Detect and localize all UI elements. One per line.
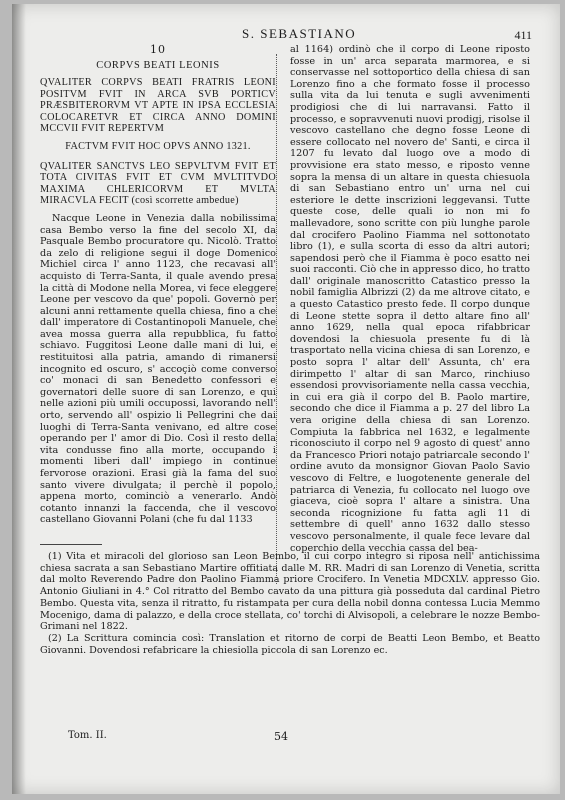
left-body-text: Nacque Leone in Venezia dalla nobilissima casa Bembo verso la fine del secolo XI, da Pasquale Bembo procuratore qu. Nicolò. Tratto da zelo di religione segui il doge Domenico Michiel circa l' anno 1123, che recavasi all' acquisto di Terra-Santa, il quale avendo presa la città di Modone nella Morea, vi fece eleggere Leone per vescovo da que' popoli. Governò per alcuni anni rettamente quella chiesa, fino a che dall' imperatore di Costantinopoli Manuele, che avea mossa guerra alla repubblica, fu fatto schiavo. Fuggitosi Leone dalle mani di lui, e restituitosi alla patria, amando di rimanersi incognito ed oscuro, s' accoçiò come converso co' monaci di san Benedetto confessori e governatori delle suore di san Lorenzo, e qui nelle azioni più umili occupossi, lavorando nell' orto, servendo all' ospizio li Pellegrini che dai luoghi di Terra-Santa venivano, ed altre cose operando per l' amor di Dio. Così il resto della vita condusse fino alla morte, occupando i momenti liberi dall' impiego in continue fervorose orazioni. Erasi già la fama del suo santo vivere divulgata; il perchè il popolo, appena morto, cominciò a venerarlo. Andò cotanto innanzi la faccenda, che il vescovo castellano Giovanni Polani (che fu dal 1133 — [40, 212, 276, 526]
inscription-block-2: QVALITER SANCTVS LEO SEPVLTVM FVIT ET TOTA CIVITAS FVIT ET CVM MVLTITVDO MAXIMA CHLERICORVM ET MVLTA MIRACVLA FECIT (così scorrette ambedue) — [40, 160, 276, 207]
inscription-number: 10 — [150, 43, 166, 56]
binding-shadow — [12, 4, 26, 794]
running-title: S. SEBASTIANO — [242, 26, 357, 41]
footnote-rule — [40, 544, 102, 545]
footnote-1: (1) Vita et miracoli del glorioso san Leon Bembo, il cui corpo integro si riposa nell' antichissima chiesa sacrata a san Sebastiano Martire offitiata dalle M. RR. Madri di san Lorenzo di Venetia, scritta dal molto Reverendo Padre don Paolino Fiamma priore Crocifero. In Venetia MDCXLV. appresso Gio. Antonio Giuliani in 4.° Col ritratto del Bembo cavato da una pittura già posseduta dal cardinal Pietro Bembo. Questa vita, senza il ritratto, fu ristampata per cura della nobil donna contessa Lucia Memmo Mocenigo, dama di palazzo, e della croce stellata, co' torchi di Alvisopoli, a celebrare le nozze Bembo-Grimani nel 1822. — [40, 551, 540, 633]
volume-label: Tom. II. — [68, 730, 107, 741]
running-head — [12, 26, 560, 42]
footnotes — [40, 551, 540, 656]
page-number: 411 — [514, 28, 532, 42]
left-column — [40, 44, 276, 526]
book-page — [12, 4, 560, 794]
right-column — [290, 44, 530, 554]
inscription-heading: CORPVS BEATI LEONIS — [96, 59, 220, 71]
footnote-2: (2) La Scrittura comincia così: Translation et ritorno de corpi de Beatti Leon Bembo, et Beatto Giovanni. Dovendosi refabricare la chiesiolla piccola di san Lorenzo ec. — [40, 632, 540, 656]
signature-mark: 54 — [274, 730, 288, 743]
column-divider — [276, 54, 277, 584]
inscription-factum: FACTVM FVIT HOC OPVS ANNO 1321. — [65, 140, 251, 152]
right-body-text: al 1164) ordinò che il corpo di Leone riposto fosse in un' arca separata marmorea, e si conservasse nel sottoportico della chiesa di san Lorenzo fino a che formato fosse il processo sulla vita da lui tenuta e sugli avvenimenti prodigiosi che di lui narravansi. Fatto il processo, e sopravvenuti nuovi prodigj, risolse il vescovo castellano che degno fosse Leone di essere collocato nel novero de' Santi, e circa il 1207 fu levato dal luogo ove a modo di provvisione era stato messo, e riposto venne sopra la mensa di un altare in questa chiesuola di san Sebastiano entro un' urna nel cui esteriore le dette inscrizioni leggevansi. Tutte queste cose, delle quali io non mi fo mallevadore, sono scritte con più lunghe parole dal crocifero Paolino Fiamma nel sottonotato libro (1), e sulla scorta di esso da altri autori; sapendosi però che il Fiamma è poco esatto nei suoi racconti. Ciò che in appresso dico, ho tratto dall' originale manoscritto Catastico presso la nobil famiglia Albrizzi (2) da me altrove citato, e a questo Catastico presto fede. Il corpo dunque di Leone stette sopra il detto altare fino all' anno 1629, nella qual epoca rifabbricar dovendosi la chiesuola presente fu di là trasportato nella vicina chiesa di san Lorenzo, e posto sopra l' altar dell' Assunta, ch' era dirimpetto l' altar di san Marco, rinchiuso essendosi provvisoriamente nella cassa vecchia, in cui era già il corpo del B. Paolo martire, secondo che dice il Fiamma a p. 27 del libro La vera origine della chiesa di san Lorenzo. Compiuta la fabbrica nel 1632, e legalmente riconosciuto il corpo nel 9 agosto di quest' anno da Francesco Priori notajo patriarcale secondo l' ordine avuto da monsignor Giovan Paolo Savio vescovo di Feltre, e luogotenente generale del patriarca di Venezia, fu collocato nel luogo ove giaceva, cioè sopra l' altare a sinistra. Una seconda ricognizione fu fatta agli 11 di settembre di quell' anno 1632 dallo stesso vescovo personalmente, il quale fece levare dal coperchio della vecchia cassa del bea- — [290, 44, 530, 554]
inscription-block-1: QVALITER CORPVS BEATI FRATRIS LEONI POSITVM FVIT IN ARCA SVB PORTICV PRÆSBITERORVM VT APTE IN IPSA ECCLESIA COLOCARETVR ET CIRCA ANNO DOMINI MCCVII FVIT REPERTVM — [40, 77, 276, 135]
